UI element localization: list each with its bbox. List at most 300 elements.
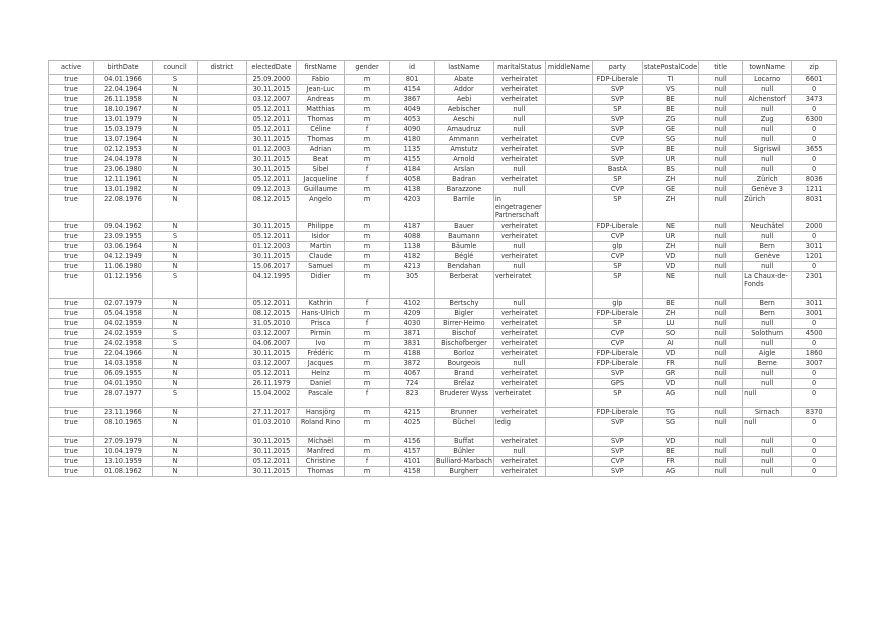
cell-id[interactable]: 4158 (390, 467, 435, 477)
cell-birthDate[interactable]: 09.04.1962 (94, 222, 153, 232)
cell-gender[interactable]: f (345, 175, 390, 185)
cell-middleName[interactable] (545, 155, 592, 165)
cell-active[interactable]: true (49, 369, 94, 379)
cell-lastName[interactable]: Brélaz (435, 379, 494, 389)
cell-townName[interactable]: null (743, 389, 792, 408)
cell-council[interactable]: N (153, 242, 198, 252)
cell-district[interactable] (198, 125, 247, 135)
cell-electedDate[interactable]: 30.11.2015 (247, 437, 297, 447)
cell-council[interactable]: N (153, 319, 198, 329)
cell-council[interactable]: N (153, 457, 198, 467)
cell-maritalStatus[interactable]: verheiratet (493, 379, 545, 389)
cell-active[interactable]: true (49, 75, 94, 85)
cell-firstName[interactable]: Christine (297, 457, 345, 467)
cell-id[interactable]: 4102 (390, 299, 435, 309)
cell-maritalStatus[interactable]: null (493, 165, 545, 175)
cell-title[interactable]: null (699, 359, 743, 369)
cell-active[interactable]: true (49, 359, 94, 369)
cell-active[interactable]: true (49, 115, 94, 125)
cell-id[interactable]: 3872 (390, 359, 435, 369)
cell-party[interactable]: SP (592, 105, 642, 115)
cell-zip[interactable]: 3007 (792, 359, 837, 369)
cell-active[interactable]: true (49, 408, 94, 418)
cell-gender[interactable]: m (345, 339, 390, 349)
cell-gender[interactable]: m (345, 329, 390, 339)
cell-active[interactable]: true (49, 195, 94, 222)
cell-townName[interactable]: null (743, 85, 792, 95)
cell-lastName[interactable]: Béglé (435, 252, 494, 262)
cell-zip[interactable]: 0 (792, 467, 837, 477)
cell-id[interactable]: 3867 (390, 95, 435, 105)
cell-active[interactable]: true (49, 299, 94, 309)
cell-lastName[interactable]: Ammann (435, 135, 494, 145)
cell-party[interactable]: SVP (592, 155, 642, 165)
cell-townName[interactable]: null (743, 232, 792, 242)
cell-district[interactable] (198, 95, 247, 105)
cell-gender[interactable]: m (345, 95, 390, 105)
cell-maritalStatus[interactable]: verheiratet (493, 467, 545, 477)
cell-council[interactable]: N (153, 85, 198, 95)
cell-maritalStatus[interactable]: verheiratet (493, 252, 545, 262)
cell-firstName[interactable]: Beat (297, 155, 345, 165)
table-row[interactable] (49, 232, 837, 242)
cell-zip[interactable]: 3011 (792, 299, 837, 309)
cell-party[interactable]: CVP (592, 329, 642, 339)
column-header-middleName[interactable]: middleName (545, 61, 592, 75)
cell-maritalStatus[interactable]: in eingetragener Partnerschaft (493, 195, 545, 222)
table-row[interactable] (49, 389, 837, 408)
cell-maritalStatus[interactable]: verheiratet (493, 85, 545, 95)
table-row[interactable] (49, 145, 837, 155)
cell-title[interactable]: null (699, 185, 743, 195)
cell-birthDate[interactable]: 02.12.1953 (94, 145, 153, 155)
cell-active[interactable]: true (49, 389, 94, 408)
cell-council[interactable]: N (153, 105, 198, 115)
cell-statePostalCode[interactable]: ZH (642, 195, 698, 222)
cell-title[interactable]: null (699, 272, 743, 299)
cell-lastName[interactable]: Arslan (435, 165, 494, 175)
cell-middleName[interactable] (545, 115, 592, 125)
cell-electedDate[interactable]: 05.12.2011 (247, 232, 297, 242)
cell-birthDate[interactable]: 28.07.1977 (94, 389, 153, 408)
cell-middleName[interactable] (545, 272, 592, 299)
cell-middleName[interactable] (545, 222, 592, 232)
cell-active[interactable]: true (49, 175, 94, 185)
cell-statePostalCode[interactable]: NE (642, 222, 698, 232)
cell-active[interactable]: true (49, 339, 94, 349)
cell-id[interactable]: 4184 (390, 165, 435, 175)
cell-birthDate[interactable]: 13.01.1979 (94, 115, 153, 125)
cell-birthDate[interactable]: 23.06.1980 (94, 165, 153, 175)
cell-district[interactable] (198, 272, 247, 299)
cell-party[interactable]: FDP-Liberale (592, 222, 642, 232)
cell-middleName[interactable] (545, 418, 592, 437)
cell-district[interactable] (198, 115, 247, 125)
cell-active[interactable]: true (49, 105, 94, 115)
cell-townName[interactable]: null (743, 319, 792, 329)
cell-maritalStatus[interactable]: verheiratet (493, 95, 545, 105)
cell-lastName[interactable]: Addor (435, 85, 494, 95)
cell-district[interactable] (198, 457, 247, 467)
cell-district[interactable] (198, 262, 247, 272)
cell-council[interactable]: N (153, 135, 198, 145)
cell-middleName[interactable] (545, 165, 592, 175)
table-row[interactable] (49, 185, 837, 195)
cell-statePostalCode[interactable]: GR (642, 369, 698, 379)
cell-title[interactable]: null (699, 369, 743, 379)
cell-id[interactable]: 4090 (390, 125, 435, 135)
cell-title[interactable]: null (699, 105, 743, 115)
cell-firstName[interactable]: Manfred (297, 447, 345, 457)
cell-title[interactable]: null (699, 145, 743, 155)
cell-id[interactable]: 4025 (390, 418, 435, 437)
cell-townName[interactable]: null (743, 165, 792, 175)
cell-gender[interactable]: m (345, 222, 390, 232)
cell-maritalStatus[interactable]: verheiratet (493, 389, 545, 408)
cell-zip[interactable]: 6300 (792, 115, 837, 125)
cell-council[interactable]: S (153, 232, 198, 242)
cell-zip[interactable]: 1211 (792, 185, 837, 195)
cell-party[interactable]: CVP (592, 457, 642, 467)
cell-birthDate[interactable]: 11.06.1980 (94, 262, 153, 272)
cell-lastName[interactable]: Borloz (435, 349, 494, 359)
table-row[interactable] (49, 135, 837, 145)
cell-district[interactable] (198, 165, 247, 175)
cell-maritalStatus[interactable]: ledig (493, 418, 545, 437)
cell-maritalStatus[interactable]: null (493, 105, 545, 115)
cell-active[interactable]: true (49, 437, 94, 447)
cell-electedDate[interactable]: 01.12.2003 (247, 242, 297, 252)
cell-firstName[interactable]: Philippe (297, 222, 345, 232)
cell-district[interactable] (198, 319, 247, 329)
cell-statePostalCode[interactable]: VD (642, 252, 698, 262)
cell-electedDate[interactable]: 31.05.2010 (247, 319, 297, 329)
cell-gender[interactable]: m (345, 155, 390, 165)
cell-district[interactable] (198, 309, 247, 319)
cell-maritalStatus[interactable]: null (493, 125, 545, 135)
cell-electedDate[interactable]: 03.12.2007 (247, 359, 297, 369)
cell-active[interactable]: true (49, 272, 94, 299)
cell-council[interactable]: N (153, 408, 198, 418)
cell-townName[interactable]: Bern (743, 242, 792, 252)
cell-zip[interactable]: 3011 (792, 242, 837, 252)
cell-active[interactable]: true (49, 125, 94, 135)
cell-maritalStatus[interactable]: verheiratet (493, 232, 545, 242)
cell-zip[interactable]: 0 (792, 437, 837, 447)
cell-district[interactable] (198, 242, 247, 252)
cell-maritalStatus[interactable]: verheiratet (493, 222, 545, 232)
cell-gender[interactable]: m (345, 437, 390, 447)
cell-id[interactable]: 4182 (390, 252, 435, 262)
cell-gender[interactable]: m (345, 75, 390, 85)
cell-lastName[interactable]: Barrile (435, 195, 494, 222)
cell-id[interactable]: 3871 (390, 329, 435, 339)
cell-birthDate[interactable]: 15.03.1979 (94, 125, 153, 135)
cell-middleName[interactable] (545, 467, 592, 477)
cell-title[interactable]: null (699, 339, 743, 349)
cell-statePostalCode[interactable]: BE (642, 105, 698, 115)
cell-party[interactable]: SVP (592, 447, 642, 457)
column-header-maritalStatus[interactable]: maritalStatus (493, 61, 545, 75)
cell-zip[interactable]: 0 (792, 447, 837, 457)
cell-statePostalCode[interactable]: VD (642, 437, 698, 447)
cell-birthDate[interactable]: 04.01.1950 (94, 379, 153, 389)
column-header-firstName[interactable]: firstName (297, 61, 345, 75)
cell-title[interactable]: null (699, 408, 743, 418)
table-row[interactable] (49, 252, 837, 262)
cell-party[interactable]: SVP (592, 85, 642, 95)
cell-active[interactable]: true (49, 145, 94, 155)
cell-townName[interactable]: null (743, 418, 792, 437)
cell-council[interactable]: N (153, 185, 198, 195)
cell-zip[interactable]: 0 (792, 418, 837, 437)
cell-title[interactable]: null (699, 379, 743, 389)
cell-birthDate[interactable]: 13.10.1959 (94, 457, 153, 467)
cell-townName[interactable]: null (743, 339, 792, 349)
cell-townName[interactable]: null (743, 369, 792, 379)
cell-statePostalCode[interactable]: BS (642, 165, 698, 175)
cell-zip[interactable]: 0 (792, 155, 837, 165)
cell-council[interactable]: N (153, 165, 198, 175)
cell-electedDate[interactable]: 05.12.2011 (247, 105, 297, 115)
cell-zip[interactable]: 3473 (792, 95, 837, 105)
cell-district[interactable] (198, 359, 247, 369)
table-row[interactable] (49, 222, 837, 232)
cell-district[interactable] (198, 232, 247, 242)
cell-middleName[interactable] (545, 75, 592, 85)
column-header-council[interactable]: council (153, 61, 198, 75)
table-row[interactable] (49, 447, 837, 457)
cell-zip[interactable]: 2000 (792, 222, 837, 232)
cell-id[interactable]: 4154 (390, 85, 435, 95)
cell-gender[interactable]: m (345, 195, 390, 222)
column-header-gender[interactable]: gender (345, 61, 390, 75)
cell-party[interactable]: SVP (592, 369, 642, 379)
cell-townName[interactable]: null (743, 437, 792, 447)
cell-district[interactable] (198, 418, 247, 437)
cell-middleName[interactable] (545, 447, 592, 457)
cell-gender[interactable]: m (345, 349, 390, 359)
cell-middleName[interactable] (545, 125, 592, 135)
cell-statePostalCode[interactable]: SG (642, 135, 698, 145)
cell-gender[interactable]: m (345, 408, 390, 418)
cell-district[interactable] (198, 175, 247, 185)
cell-middleName[interactable] (545, 299, 592, 309)
cell-birthDate[interactable]: 23.09.1955 (94, 232, 153, 242)
cell-party[interactable]: SVP (592, 115, 642, 125)
cell-maritalStatus[interactable]: verheiratet (493, 319, 545, 329)
cell-statePostalCode[interactable]: UR (642, 232, 698, 242)
cell-party[interactable]: FDP-Liberale (592, 359, 642, 369)
cell-id[interactable]: 4049 (390, 105, 435, 115)
cell-townName[interactable]: Locarno (743, 75, 792, 85)
cell-lastName[interactable]: Aeschi (435, 115, 494, 125)
cell-district[interactable] (198, 447, 247, 457)
cell-lastName[interactable]: Badran (435, 175, 494, 185)
cell-title[interactable]: null (699, 175, 743, 185)
cell-electedDate[interactable]: 05.12.2011 (247, 299, 297, 309)
cell-firstName[interactable]: Thomas (297, 467, 345, 477)
cell-gender[interactable]: m (345, 359, 390, 369)
cell-middleName[interactable] (545, 145, 592, 155)
cell-district[interactable] (198, 105, 247, 115)
cell-firstName[interactable]: Roland Rino (297, 418, 345, 437)
cell-birthDate[interactable]: 06.09.1955 (94, 369, 153, 379)
cell-council[interactable]: N (153, 437, 198, 447)
table-row[interactable] (49, 457, 837, 467)
table-row[interactable] (49, 329, 837, 339)
cell-townName[interactable]: null (743, 125, 792, 135)
cell-lastName[interactable]: Bourgeois (435, 359, 494, 369)
cell-party[interactable]: SP (592, 195, 642, 222)
cell-electedDate[interactable]: 04.06.2007 (247, 339, 297, 349)
cell-firstName[interactable]: Samuel (297, 262, 345, 272)
cell-statePostalCode[interactable]: SO (642, 329, 698, 339)
cell-title[interactable]: null (699, 242, 743, 252)
column-header-townName[interactable]: townName (743, 61, 792, 75)
cell-active[interactable]: true (49, 222, 94, 232)
cell-middleName[interactable] (545, 369, 592, 379)
cell-birthDate[interactable]: 01.08.1962 (94, 467, 153, 477)
table-row[interactable] (49, 408, 837, 418)
cell-title[interactable]: null (699, 75, 743, 85)
cell-middleName[interactable] (545, 379, 592, 389)
cell-maritalStatus[interactable]: null (493, 262, 545, 272)
cell-middleName[interactable] (545, 339, 592, 349)
cell-zip[interactable]: 8031 (792, 195, 837, 222)
cell-lastName[interactable]: Bühler (435, 447, 494, 457)
table-row[interactable] (49, 105, 837, 115)
cell-birthDate[interactable]: 03.06.1964 (94, 242, 153, 252)
cell-electedDate[interactable]: 03.12.2007 (247, 329, 297, 339)
cell-gender[interactable]: m (345, 447, 390, 457)
table-row[interactable] (49, 95, 837, 105)
cell-council[interactable]: S (153, 339, 198, 349)
cell-electedDate[interactable]: 01.12.2003 (247, 145, 297, 155)
cell-council[interactable]: N (153, 467, 198, 477)
cell-gender[interactable]: m (345, 467, 390, 477)
cell-gender[interactable]: m (345, 115, 390, 125)
cell-district[interactable] (198, 349, 247, 359)
cell-townName[interactable]: Zürich (743, 195, 792, 222)
cell-middleName[interactable] (545, 175, 592, 185)
cell-electedDate[interactable]: 27.11.2017 (247, 408, 297, 418)
cell-district[interactable] (198, 389, 247, 408)
cell-birthDate[interactable]: 22.04.1964 (94, 85, 153, 95)
cell-townName[interactable]: Sirnach (743, 408, 792, 418)
cell-council[interactable]: N (153, 262, 198, 272)
cell-id[interactable]: 4067 (390, 369, 435, 379)
cell-statePostalCode[interactable]: ZH (642, 309, 698, 319)
cell-lastName[interactable]: Abate (435, 75, 494, 85)
cell-active[interactable]: true (49, 155, 94, 165)
cell-id[interactable]: 1138 (390, 242, 435, 252)
cell-party[interactable]: FDP-Liberale (592, 349, 642, 359)
cell-firstName[interactable]: Heinz (297, 369, 345, 379)
cell-maritalStatus[interactable]: null (493, 242, 545, 252)
cell-firstName[interactable]: Angelo (297, 195, 345, 222)
cell-party[interactable]: FDP-Liberale (592, 309, 642, 319)
cell-zip[interactable]: 6601 (792, 75, 837, 85)
cell-lastName[interactable]: Amaudruz (435, 125, 494, 135)
cell-electedDate[interactable]: 04.12.1995 (247, 272, 297, 299)
cell-district[interactable] (198, 85, 247, 95)
cell-middleName[interactable] (545, 85, 592, 95)
cell-district[interactable] (198, 329, 247, 339)
cell-gender[interactable]: f (345, 125, 390, 135)
cell-electedDate[interactable]: 05.12.2011 (247, 175, 297, 185)
cell-firstName[interactable]: Frédéric (297, 349, 345, 359)
cell-electedDate[interactable]: 08.12.2015 (247, 195, 297, 222)
cell-firstName[interactable]: Jacqueline (297, 175, 345, 185)
cell-council[interactable]: N (153, 222, 198, 232)
cell-title[interactable]: null (699, 418, 743, 437)
cell-maritalStatus[interactable]: verheiratet (493, 457, 545, 467)
cell-statePostalCode[interactable]: BE (642, 95, 698, 105)
table-row[interactable] (49, 262, 837, 272)
cell-zip[interactable]: 0 (792, 379, 837, 389)
cell-party[interactable]: SP (592, 319, 642, 329)
cell-middleName[interactable] (545, 242, 592, 252)
cell-townName[interactable]: null (743, 379, 792, 389)
cell-gender[interactable]: f (345, 389, 390, 408)
cell-firstName[interactable]: Hansjörg (297, 408, 345, 418)
cell-title[interactable]: null (699, 85, 743, 95)
cell-title[interactable]: null (699, 467, 743, 477)
cell-gender[interactable]: m (345, 379, 390, 389)
cell-maritalStatus[interactable]: verheiratet (493, 272, 545, 299)
cell-party[interactable]: glp (592, 299, 642, 309)
cell-party[interactable]: SP (592, 175, 642, 185)
cell-firstName[interactable]: Hans-Ulrich (297, 309, 345, 319)
cell-lastName[interactable]: Bischof (435, 329, 494, 339)
cell-statePostalCode[interactable]: BE (642, 299, 698, 309)
column-header-id[interactable]: id (390, 61, 435, 75)
cell-lastName[interactable]: Bruderer Wyss (435, 389, 494, 408)
cell-firstName[interactable]: Michaël (297, 437, 345, 447)
cell-gender[interactable]: m (345, 232, 390, 242)
cell-statePostalCode[interactable]: AG (642, 467, 698, 477)
cell-id[interactable]: 4215 (390, 408, 435, 418)
column-header-lastName[interactable]: lastName (435, 61, 494, 75)
cell-maritalStatus[interactable]: verheiratet (493, 349, 545, 359)
cell-middleName[interactable] (545, 389, 592, 408)
cell-electedDate[interactable]: 05.12.2011 (247, 457, 297, 467)
cell-active[interactable]: true (49, 309, 94, 319)
cell-firstName[interactable]: Sibel (297, 165, 345, 175)
cell-party[interactable]: SVP (592, 95, 642, 105)
cell-statePostalCode[interactable]: VS (642, 85, 698, 95)
cell-active[interactable]: true (49, 85, 94, 95)
cell-firstName[interactable]: Céline (297, 125, 345, 135)
cell-zip[interactable]: 0 (792, 135, 837, 145)
cell-lastName[interactable]: Bischofberger (435, 339, 494, 349)
table-row[interactable] (49, 369, 837, 379)
cell-townName[interactable]: null (743, 457, 792, 467)
cell-middleName[interactable] (545, 95, 592, 105)
cell-middleName[interactable] (545, 262, 592, 272)
column-header-district[interactable]: district (198, 61, 247, 75)
cell-zip[interactable]: 1201 (792, 252, 837, 262)
cell-maritalStatus[interactable]: null (493, 185, 545, 195)
cell-gender[interactable]: m (345, 145, 390, 155)
table-row[interactable] (49, 359, 837, 369)
cell-title[interactable]: null (699, 389, 743, 408)
cell-zip[interactable]: 0 (792, 105, 837, 115)
cell-maritalStatus[interactable]: verheiratet (493, 339, 545, 349)
cell-birthDate[interactable]: 18.10.1967 (94, 105, 153, 115)
cell-birthDate[interactable]: 04.02.1959 (94, 319, 153, 329)
